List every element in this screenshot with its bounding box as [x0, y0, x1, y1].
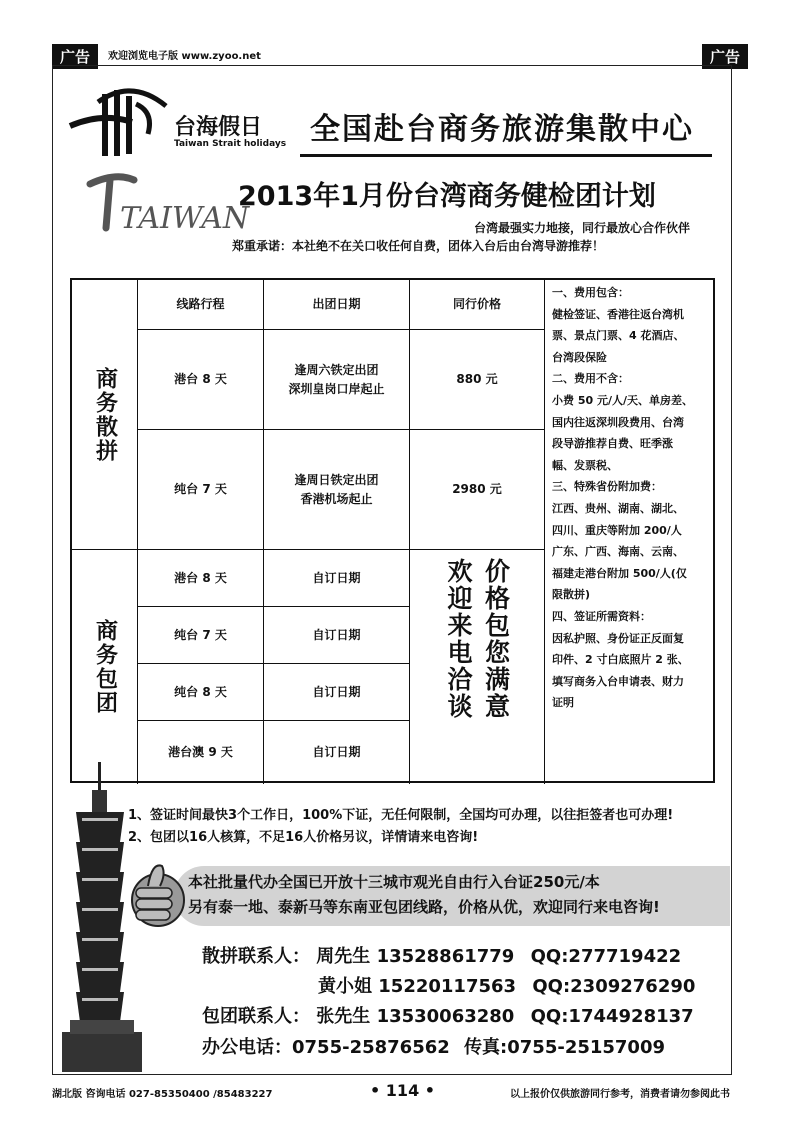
- group-label-charter: 商务包团: [72, 550, 138, 784]
- table-row-date: 逢周六铁定出团 深圳皇岗口岸起止: [264, 330, 410, 430]
- contact-qq: QQ:2309276290: [532, 976, 696, 997]
- contact-office: [202, 1033, 665, 1059]
- scatter-contact-label: 散拼联系人：: [202, 946, 310, 967]
- contact-name: 黄小姐: [318, 976, 372, 997]
- contact-scatter-1: [202, 942, 681, 968]
- table-row-route: 港台澳 9 天: [138, 721, 264, 784]
- promo-line-2: 另有泰一地、泰新马等东南亚包团线路，价格从优，欢迎同行来电咨询!: [188, 898, 660, 916]
- contact-name: 张先生: [316, 1006, 371, 1027]
- table-row-date: 自订日期: [264, 550, 410, 607]
- contact-phone: 13530063280: [376, 1006, 515, 1027]
- brand-name-cn: 台海假日: [174, 115, 263, 140]
- contact-name: 周先生: [316, 946, 371, 967]
- table-row-date: 自订日期: [264, 664, 410, 721]
- promo-banner: [174, 866, 730, 926]
- header-date: 出团日期: [264, 280, 410, 330]
- contact-phone: 15220117563: [378, 976, 517, 997]
- plan-promise: 郑重承诺：本社绝不在关口收任何自费，团体入台后由台湾导游推荐！: [232, 239, 605, 253]
- remarks: [128, 805, 673, 849]
- thumbs-up-icon: [126, 852, 190, 932]
- headline: 全国赴台商务旅游集散中心: [310, 112, 694, 147]
- plan-slogan: 台湾最强实力地接，同行最放心合作伙伴: [473, 221, 690, 235]
- contact-charter-1: [202, 1002, 694, 1028]
- table-row-route: 港台 8 天: [138, 330, 264, 430]
- price-guarantee-text: 价格包您满意: [481, 558, 511, 720]
- table-row-date: 逢周日铁定出团 香港机场起止: [264, 430, 410, 550]
- header-site-text: 欢迎浏览电子版 www.zyoo.net: [108, 51, 261, 62]
- table-row-date: 自订日期: [264, 607, 410, 664]
- table-row-date: 自订日期: [264, 721, 410, 784]
- contact-qq: QQ:1744928137: [530, 1006, 694, 1027]
- price-table: [70, 278, 715, 783]
- table-row-route: 纯台 7 天: [138, 607, 264, 664]
- contact-qq: QQ:277719422: [530, 946, 682, 967]
- contact-phone: 13528861779: [376, 946, 515, 967]
- group-label-scatter: 商务散拼: [72, 280, 138, 550]
- brand-name-en: Taiwan Strait holidays: [174, 139, 287, 149]
- taiwan-brush-logo: [86, 166, 250, 246]
- footer-edition: 湖北版 咨询电话 027-85350400 /85483227: [52, 1089, 273, 1100]
- brush-text: TAIWAN: [120, 201, 250, 236]
- fee-notes: 一、费用包含： 健检签证、香港往返台湾机 票、景点门票、4 花酒店、 台湾段保险 二、费用不含： 小费 50 元/人/天、单房差、 国内往返深圳段费用、台湾 段导游推荐自费、旺季涨 幅、发票税、 三、特殊省份附加费： 江西、贵州、湖南、湖北、 四川、重庆等附加 200/人 广东、广西、海南、云南、 福建走港台附加 500/人(仅 限散拼) 四、签证所需资料： 因私护照、身份证正反面复 印件、2 寸白底照片 2 张、 填写商务入台申请表、财力 证明: [552, 286, 694, 710]
- welcome-message: [410, 550, 545, 784]
- table-row-price: 880 元: [410, 330, 545, 430]
- table-row-price: 2980 元: [410, 430, 545, 550]
- headline-underline: [300, 154, 712, 157]
- table-row-route: 港台 8 天: [138, 550, 264, 607]
- ad-label-right: 广告: [702, 44, 748, 69]
- contact-scatter-2: [318, 972, 695, 998]
- footer-disclaimer: 以上报价仅供旅游同行参考，消费者请勿参阅此书: [510, 1089, 730, 1100]
- table-row-route: 纯台 8 天: [138, 664, 264, 721]
- remark-2: 2、包团以16人核算，不足16人价格另议，详情请来电咨询!: [128, 830, 479, 845]
- header-route: 线路行程: [138, 280, 264, 330]
- ad-label-left: 广告: [52, 44, 98, 69]
- plan-title: 2013年1月份台湾商务健检团计划: [238, 181, 656, 212]
- remark-1: 1、签证时间最快3个工作日，100%下证，无任何限制，全国均可办理，以往拒签者也可办理!: [128, 808, 674, 823]
- office-phone: 办公电话：0755-25876562: [202, 1037, 450, 1058]
- office-fax: 传真:0755-25157009: [464, 1037, 666, 1058]
- charter-contact-label: 包团联系人：: [202, 1006, 310, 1027]
- table-row-route: 纯台 7 天: [138, 430, 264, 550]
- page-number: • 114 •: [370, 1081, 435, 1100]
- brand-logo: [62, 82, 292, 162]
- promo-line-1: 本社批量代办全国已开放十三城市观光自由行入台证250元/本: [188, 873, 600, 891]
- header-price: 同行价格: [410, 280, 545, 330]
- logo-mark-icon: [62, 82, 172, 162]
- welcome-text: 欢迎来电洽谈: [444, 558, 473, 720]
